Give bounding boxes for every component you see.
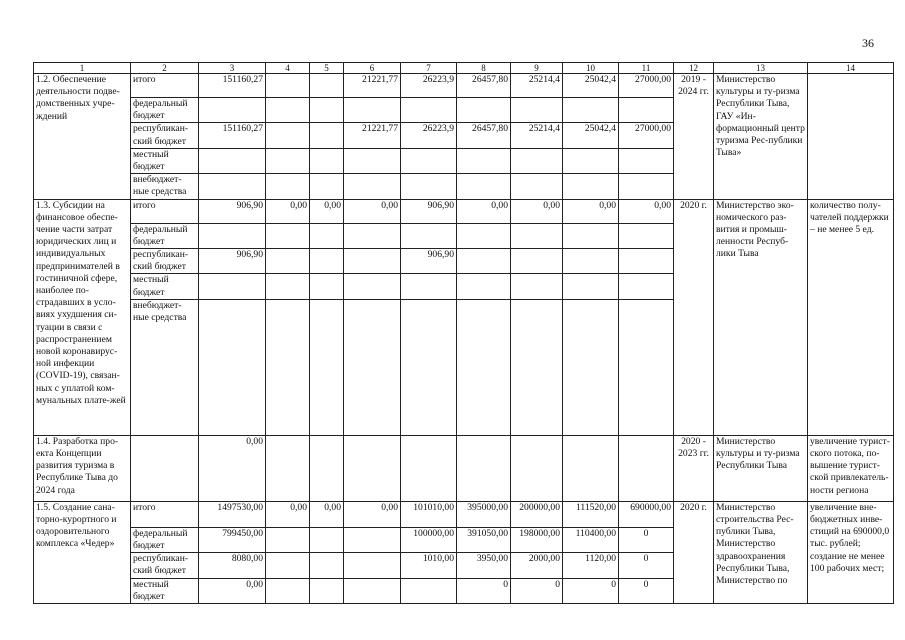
amount-cell: 906,90 <box>401 199 457 223</box>
amount-cell <box>266 98 310 123</box>
amount-cell <box>619 274 674 299</box>
amount-cell: 0,00 <box>310 501 344 527</box>
amount-cell <box>457 98 511 123</box>
amount-cell: 0 <box>619 578 674 603</box>
amount-cell: 3950,00 <box>457 553 511 578</box>
amount-cell: 25214,4 <box>511 74 563 98</box>
amount-cell <box>344 553 401 578</box>
amount-cell <box>563 435 619 501</box>
amount-cell <box>310 578 344 603</box>
funding-source-cell: итого <box>131 501 199 527</box>
amount-cell: 395000,00 <box>457 501 511 527</box>
funding-source-cell: федеральный бюджет <box>131 223 199 248</box>
funding-source-cell: федеральный бюджет <box>131 98 199 123</box>
amount-cell <box>401 98 457 123</box>
amount-cell <box>457 274 511 299</box>
page-number: 36 <box>862 36 874 50</box>
amount-cell <box>344 435 401 501</box>
amount-cell <box>344 223 401 248</box>
amount-cell <box>266 223 310 248</box>
amount-cell: 0,00 <box>344 199 401 223</box>
header-cell: 2 <box>131 63 199 74</box>
result-cell: увеличение турист-ского потока, по-вышение турист-ской привлекатель-ности региона <box>808 435 894 501</box>
funding-source-cell: федеральный бюджет <box>131 527 199 552</box>
header-cell: 6 <box>344 63 401 74</box>
period-cell: 2020 г. <box>674 199 714 435</box>
amount-cell <box>511 223 563 248</box>
amount-cell <box>563 299 619 435</box>
amount-cell <box>457 223 511 248</box>
amount-cell: 21221,77 <box>344 74 401 98</box>
amount-cell: 101010,00 <box>401 501 457 527</box>
period-cell: 2020 г. <box>674 501 714 603</box>
amount-cell <box>619 249 674 274</box>
funding-source-cell: республикан-ский бюджет <box>131 123 199 148</box>
amount-cell <box>511 299 563 435</box>
amount-cell <box>199 274 266 299</box>
amount-cell <box>563 223 619 248</box>
period-cell: 2020 - 2023 гг. <box>674 435 714 501</box>
amount-cell <box>266 249 310 274</box>
amount-cell <box>344 98 401 123</box>
amount-cell: 100000,00 <box>401 527 457 552</box>
amount-cell <box>266 553 310 578</box>
amount-cell <box>310 148 344 173</box>
table-row <box>34 199 894 223</box>
table-body <box>34 63 894 604</box>
amount-cell: 27000,00 <box>619 123 674 148</box>
table-row <box>34 74 894 98</box>
amount-cell: 151160,27 <box>199 74 266 98</box>
amount-cell: 111520,00 <box>563 501 619 527</box>
event-title-cell: 1.3. Субсидии на финансовое обеспе-чение части затрат юридических лиц и индивидуальных предпринимателей в гостиничной сфере, наиболее по-страдавших в усло-виях ухудшения си-туации в связи с распространением новой коронавирус-ной инфекции (COVID-19), связан-ных с уплатой ком-мунальных плате-жей <box>34 199 131 435</box>
amount-cell: 0 <box>511 578 563 603</box>
amount-cell <box>563 249 619 274</box>
amount-cell <box>266 174 310 199</box>
amount-cell <box>401 174 457 199</box>
amount-cell <box>310 98 344 123</box>
amount-cell: 906,90 <box>401 249 457 274</box>
amount-cell <box>266 274 310 299</box>
result-cell <box>808 74 894 200</box>
amount-cell: 25042,4 <box>563 123 619 148</box>
header-cell: 4 <box>266 63 310 74</box>
header-cell: 14 <box>808 63 894 74</box>
amount-cell: 25214,4 <box>511 123 563 148</box>
amount-cell: 906,90 <box>199 199 266 223</box>
amount-cell <box>310 299 344 435</box>
amount-cell <box>310 553 344 578</box>
amount-cell: 799450,00 <box>199 527 266 552</box>
amount-cell <box>511 274 563 299</box>
amount-cell <box>310 249 344 274</box>
amount-cell <box>199 148 266 173</box>
executor-cell: Министерство строительства Рес-публики Тыва, Министерство здравоохранения Республики Тыва, Министерство по <box>714 501 808 603</box>
result-cell: количество полу-чателей поддержки – не менее 5 ед. <box>808 199 894 435</box>
amount-cell: 0,00 <box>457 199 511 223</box>
amount-cell: 0,00 <box>266 501 310 527</box>
amount-cell: 906,90 <box>199 249 266 274</box>
amount-cell: 1010,00 <box>401 553 457 578</box>
amount-cell <box>266 123 310 148</box>
amount-cell <box>344 274 401 299</box>
amount-cell <box>511 249 563 274</box>
amount-cell <box>619 174 674 199</box>
amount-cell: 1120,00 <box>563 553 619 578</box>
amount-cell <box>310 223 344 248</box>
amount-cell <box>401 274 457 299</box>
amount-cell: 391050,00 <box>457 527 511 552</box>
amount-cell <box>401 435 457 501</box>
amount-cell: 0,00 <box>511 199 563 223</box>
amount-cell: 0,00 <box>563 199 619 223</box>
amount-cell <box>266 299 310 435</box>
funding-source-cell: местный бюджет <box>131 578 199 603</box>
event-title-cell: 1.4. Разработка про-екта Концепции развития туризма в Республике Тыва до 2024 года <box>34 435 131 501</box>
amount-cell: 2000,00 <box>511 553 563 578</box>
amount-cell <box>266 435 310 501</box>
amount-cell: 26223,9 <box>401 74 457 98</box>
funding-source-cell: внебюджет-ные средства <box>131 299 199 435</box>
header-cell: 11 <box>619 63 674 74</box>
table-row <box>34 501 894 527</box>
amount-cell <box>344 527 401 552</box>
result-cell: увеличение вне-бюджетных инве-стиций на 690000,0 тыс. рублей; создание не менее 100 рабочих мест; <box>808 501 894 603</box>
amount-cell: 198000,00 <box>511 527 563 552</box>
event-title-cell: 1.2. Обеспечение деятельности подве-домственных учре-ждений <box>34 74 131 200</box>
amount-cell: 8080,00 <box>199 553 266 578</box>
funding-source-cell: внебюджет-ные средства <box>131 174 199 199</box>
amount-cell <box>619 148 674 173</box>
header-row <box>34 63 894 74</box>
amount-cell <box>344 249 401 274</box>
header-cell: 7 <box>401 63 457 74</box>
amount-cell: 26223,9 <box>401 123 457 148</box>
amount-cell <box>199 299 266 435</box>
table-row <box>34 435 894 501</box>
amount-cell <box>401 578 457 603</box>
funding-source-cell: местный бюджет <box>131 148 199 173</box>
amount-cell <box>266 148 310 173</box>
amount-cell: 0,00 <box>266 199 310 223</box>
budget-table <box>33 62 894 604</box>
amount-cell <box>310 123 344 148</box>
amount-cell: 0,00 <box>199 435 266 501</box>
funding-source-cell: республикан-ский бюджет <box>131 553 199 578</box>
amount-cell: 200000,00 <box>511 501 563 527</box>
amount-cell: 21221,77 <box>344 123 401 148</box>
amount-cell <box>457 174 511 199</box>
amount-cell <box>619 435 674 501</box>
amount-cell <box>511 435 563 501</box>
amount-cell <box>266 578 310 603</box>
amount-cell <box>401 148 457 173</box>
amount-cell <box>619 98 674 123</box>
amount-cell <box>266 74 310 98</box>
amount-cell <box>344 148 401 173</box>
amount-cell <box>401 299 457 435</box>
amount-cell <box>619 223 674 248</box>
header-cell: 13 <box>714 63 808 74</box>
amount-cell <box>344 174 401 199</box>
amount-cell <box>457 148 511 173</box>
amount-cell: 0 <box>619 553 674 578</box>
funding-source-cell: республикан-ский бюджет <box>131 249 199 274</box>
amount-cell: 0 <box>457 578 511 603</box>
amount-cell: 25042,4 <box>563 74 619 98</box>
amount-cell <box>310 174 344 199</box>
funding-source-cell <box>131 435 199 501</box>
amount-cell: 0,00 <box>199 578 266 603</box>
amount-cell: 26457,80 <box>457 74 511 98</box>
amount-cell <box>310 435 344 501</box>
amount-cell <box>344 299 401 435</box>
amount-cell: 0,00 <box>619 199 674 223</box>
period-cell: 2019 - 2024 гг. <box>674 74 714 200</box>
header-cell: 12 <box>674 63 714 74</box>
header-cell: 3 <box>199 63 266 74</box>
header-cell: 8 <box>457 63 511 74</box>
amount-cell <box>266 527 310 552</box>
executor-cell: Министерство культуры и ту-ризма Республики Тыва, ГАУ «Ин-формационный центр туризма Рес-публики Тыва» <box>714 74 808 200</box>
amount-cell <box>511 148 563 173</box>
amount-cell <box>199 98 266 123</box>
amount-cell <box>401 223 457 248</box>
amount-cell: 0,00 <box>310 199 344 223</box>
amount-cell: 0 <box>619 527 674 552</box>
amount-cell <box>344 578 401 603</box>
amount-cell <box>457 299 511 435</box>
header-cell: 1 <box>34 63 131 74</box>
header-cell: 5 <box>310 63 344 74</box>
amount-cell <box>619 299 674 435</box>
amount-cell <box>563 174 619 199</box>
amount-cell: 26457,80 <box>457 123 511 148</box>
funding-source-cell: итого <box>131 199 199 223</box>
executor-cell: Министерство эко-номического раз-вития и промыш-ленности Респуб-лики Тыва <box>714 199 808 435</box>
amount-cell <box>457 249 511 274</box>
header-cell: 10 <box>563 63 619 74</box>
amount-cell <box>310 74 344 98</box>
amount-cell: 110400,00 <box>563 527 619 552</box>
amount-cell <box>563 148 619 173</box>
header-cell: 9 <box>511 63 563 74</box>
amount-cell <box>199 174 266 199</box>
funding-source-cell: итого <box>131 74 199 98</box>
event-title-cell: 1.5. Создание сана-торно-курортного и оздоровительного комплекса «Чедер» <box>34 501 131 603</box>
amount-cell: 27000,00 <box>619 74 674 98</box>
amount-cell <box>511 174 563 199</box>
executor-cell: Министерство культуры и ту-ризма Республики Тыва <box>714 435 808 501</box>
amount-cell <box>310 527 344 552</box>
amount-cell <box>511 98 563 123</box>
amount-cell <box>457 435 511 501</box>
amount-cell: 690000,00 <box>619 501 674 527</box>
funding-source-cell: местный бюджет <box>131 274 199 299</box>
amount-cell <box>199 223 266 248</box>
amount-cell: 151160,27 <box>199 123 266 148</box>
amount-cell: 0 <box>563 578 619 603</box>
amount-cell: 1497530,00 <box>199 501 266 527</box>
amount-cell <box>310 274 344 299</box>
amount-cell <box>563 98 619 123</box>
amount-cell <box>563 274 619 299</box>
amount-cell: 0,00 <box>344 501 401 527</box>
